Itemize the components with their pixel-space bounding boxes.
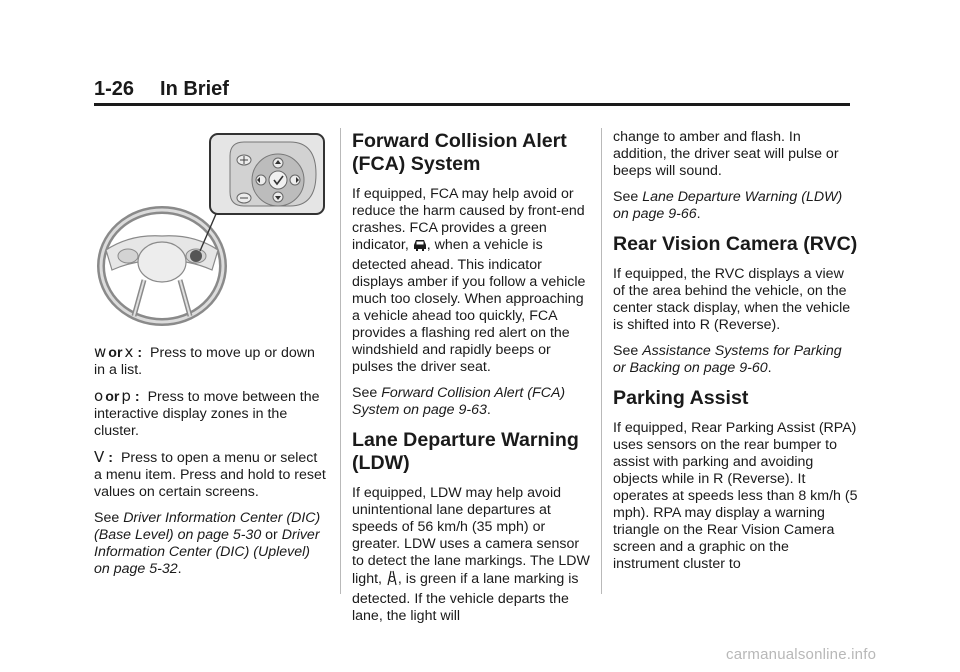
lane-departure-icon [386,570,398,591]
ldw-text-1: If equipped, LDW may help avoid unintentional lane departures at speeds of 56 km/h (35 mph) or greater. LDW uses a camera sensor to detect the lane markings. The LDW light, [352,485,590,587]
watermark: carmanualsonline.info [726,646,877,663]
column-1 [94,344,326,587]
select-text: Press to open a menu or select a menu item. Press and hold to reset values on certain screens. [94,450,326,500]
vehicle-ahead-icon [413,238,427,257]
dic-uplevel-link[interactable]: Driver Information Center (DIC) (Uplevel) on page 5-32 [94,527,320,577]
or-text: or [261,527,282,543]
section-title: In Brief [160,78,229,100]
period: . [696,206,701,222]
see-prefix: See [94,510,124,526]
colon: : [134,389,140,405]
period: . [177,561,182,577]
colon: : [108,450,113,466]
see-prefix: See [613,343,643,359]
select-instruction [94,449,326,501]
dic-base-link[interactable]: Driver Information Center (DIC) (Base Level) on page 5-30 [94,510,321,543]
up-down-text: Press to move up or down in a list. [94,345,315,378]
or-label: or [105,389,120,405]
fca-reference [352,385,592,419]
see-prefix: See [613,189,643,205]
left-right-text: Press to move between the interactive display zones in the cluster. [94,389,320,439]
see-prefix: See [352,385,382,401]
or-label: or [108,345,123,361]
rvc-reference [613,343,858,377]
ldw-heading: Lane Departure Warning (LDW) [352,429,579,474]
parking-assist-link[interactable]: Assistance Systems for Parking or Backing on page 9-60 [613,343,842,376]
page-header [94,78,229,101]
steering-wheel-illustration [94,130,326,326]
fca-text-2: , when a vehicle is detected ahead. This indicator displays amber if you follow a vehicle much too closely. When approaching a vehicle ahead too quickly, FCA provides a flashing red alert on the windshield and rapidly beeps or pulses the driver seat. [352,237,586,375]
column-divider-1 [340,128,341,594]
fca-text-1: If equipped, FCA may help avoid or reduce the harm caused by front-end crashes. FCA provides a green indicator, [352,186,585,253]
period: . [767,360,772,376]
left-arrow-icon: o [94,387,104,405]
right-arrow-icon: p [121,387,131,405]
column-2 [352,130,592,634]
page-number: 1-26 [94,78,135,100]
ldw-text-2: , is green if a lane marking is detected. If the vehicle departs the lane, the light will [352,571,579,624]
parking-assist-paragraph: If equipped, Rear Parking Assist (RPA) uses sensors on the rear bumper to assist with parking and avoiding objects while in R (Reverse). It operates at speeds less than 8 km/h (5 mph). RPA may display a warning triangle on the Rear Vision Camera screen and a graphic on the instrument cluster to [613,420,858,572]
colon: : [137,345,143,361]
fca-paragraph [352,186,592,376]
period: . [486,402,491,418]
column-3 [613,129,858,582]
up-arrow-icon: w [94,343,107,361]
fca-link[interactable]: Forward Collision Alert (FCA) System on page 9-63 [352,385,566,418]
checkmark-icon: V [94,448,105,466]
ldw-continued: change to amber and flash. In addition, the driver seat will pulse or beeps will sound. [613,129,839,179]
header-rule [94,103,850,106]
down-arrow-icon: x [124,343,134,361]
ldw-reference [613,189,858,223]
ldw-paragraph [352,485,592,625]
ldw-link[interactable]: Lane Departure Warning (LDW) on page 9-66 [613,189,843,222]
column-divider-2 [601,128,602,594]
dic-reference [94,510,326,578]
parking-assist-heading: Parking Assist [613,387,749,409]
up-down-instruction [94,344,326,379]
fca-heading: Forward Collision Alert (FCA) System [352,130,567,175]
rvc-paragraph: If equipped, the RVC displays a view of the area behind the vehicle, on the center stack display, when the vehicle is shifted into R (Reverse). [613,266,851,333]
left-right-instruction [94,388,326,440]
rvc-heading: Rear Vision Camera (RVC) [613,233,858,255]
